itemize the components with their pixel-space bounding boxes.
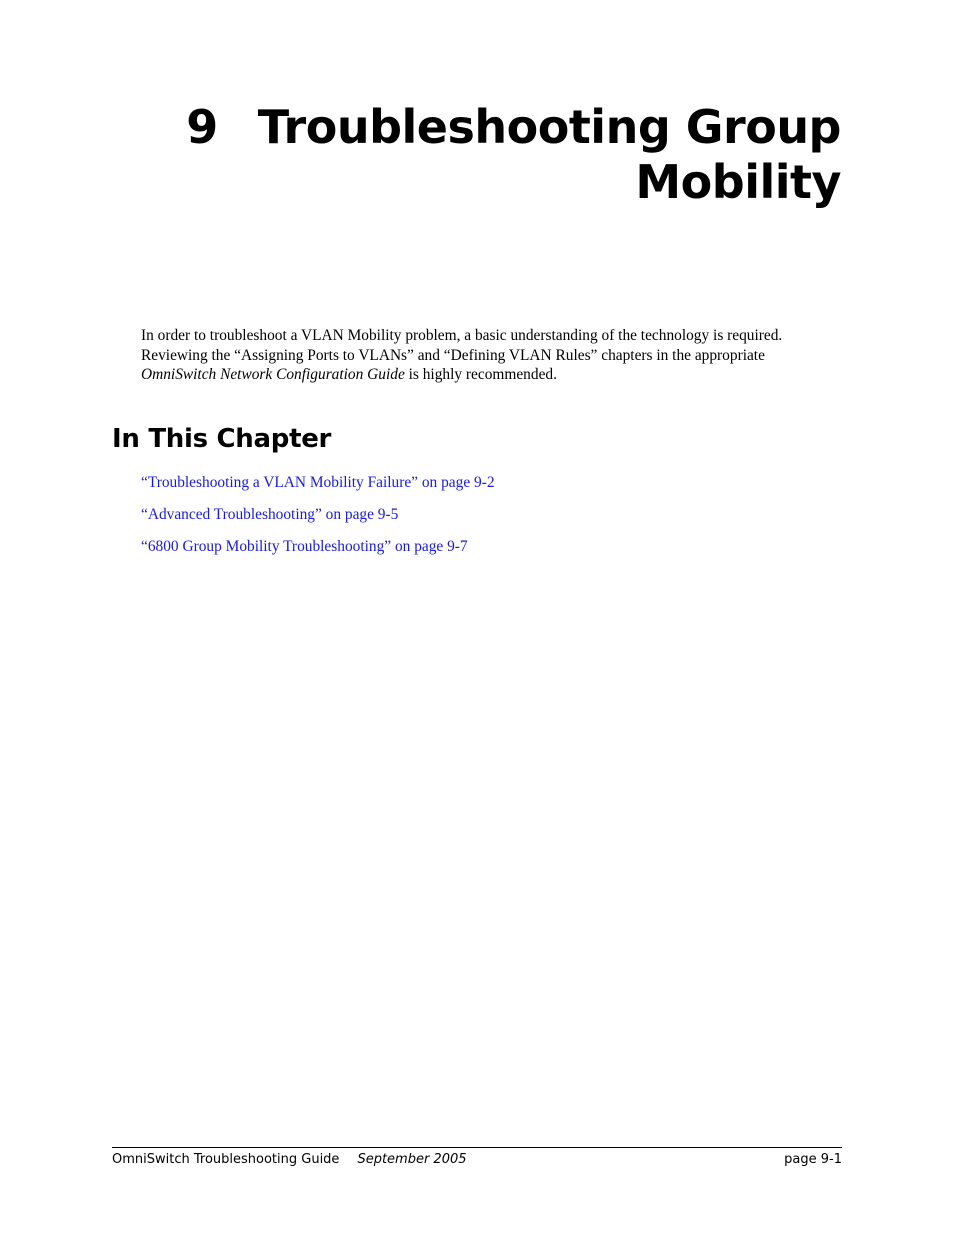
intro-text-before: In order to troubleshoot a VLAN Mobility problem, a basic understanding of the technology is required. Reviewing the “Assigning Ports to VLANs” and “Defining VLAN Rules” chapters in the appropriate	[141, 327, 783, 364]
toc-link-advanced-troubleshooting[interactable]: “Advanced Troubleshooting” on page 9-5	[141, 506, 399, 523]
list-item	[141, 537, 495, 569]
page-footer	[112, 1151, 842, 1169]
chapter-title	[81, 100, 841, 210]
toc-link-6800-group-mobility[interactable]: “6800 Group Mobility Troubleshooting” on page 9-7	[141, 538, 468, 555]
footer-guide-title: OmniSwitch Troubleshooting Guide	[112, 1152, 340, 1167]
chapter-number: 9	[186, 100, 218, 154]
footer-date: September 2005	[357, 1152, 467, 1167]
intro-guide-name: OmniSwitch Network Configuration Guide	[141, 366, 405, 383]
intro-text-after: is highly recommended.	[404, 366, 557, 383]
footer-divider	[112, 1147, 842, 1148]
chapter-title-line1: Troubleshooting Group	[257, 100, 841, 154]
toc-link-vlan-mobility-failure[interactable]: “Troubleshooting a VLAN Mobility Failure” on page 9-2	[141, 474, 495, 491]
chapter-title-line2: Mobility	[635, 155, 841, 209]
footer-page-number: page 9-1	[784, 1152, 842, 1167]
list-item	[141, 505, 495, 537]
chapter-contents-list	[141, 473, 495, 569]
section-heading: In This Chapter	[112, 424, 332, 454]
list-item	[141, 473, 495, 505]
intro-paragraph	[141, 326, 841, 385]
